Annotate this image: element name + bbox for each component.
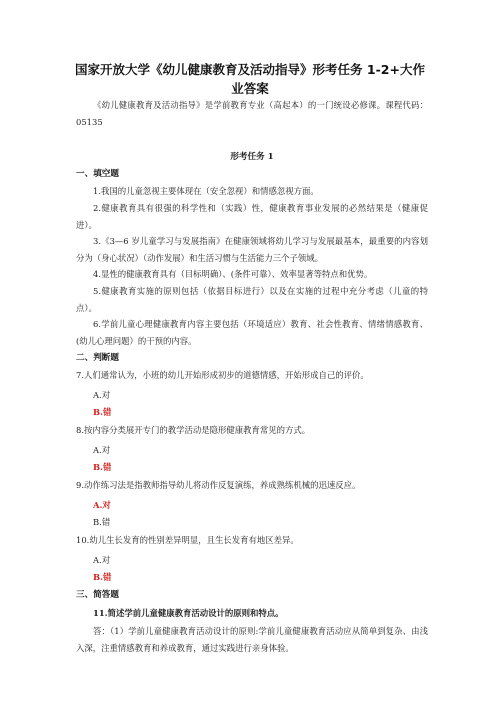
fill-blank-item-1: 1.我国的儿童忽视主要体现在（安全忽视）和情感忽视方面。 — [93, 186, 319, 196]
judgement-question-7: 7.人们通常认为，小班的幼儿开始形成初步的道德情感，开始形成自己的评价。 — [76, 370, 369, 380]
section-fill-blank-heading: 一、填空题 — [76, 169, 119, 179]
judgement-question-8: 8.按内容分类展开专门的教学活动是隐形健康教育常见的方式。 — [76, 425, 311, 435]
fill-blank-item-5: 5.健康教育实施的原则包括（依据目标进行）以及在实施的过程中充分考虑（儿童的特点）。 — [76, 286, 428, 313]
section-short-answer-heading: 三、简答题 — [76, 590, 119, 600]
short-answer-response: 答：（1）学前儿童健康教育活动设计的原则:学前儿童健康教育活动应从简单到复杂、由浅入深，注重情感教育和养成教育，通过实践进行亲身体验。 — [76, 626, 428, 653]
course-intro: 《幼儿健康教育及活动指导》是学前教育专业（高起本）的一门统设必修课。课程代码：05135 — [76, 100, 428, 127]
q8-option-a: A.对 — [93, 445, 111, 455]
judgement-question-9: 9.动作练习法是指教师指导幼儿将动作反复演练，养成熟练机械的迅速反应。 — [76, 480, 361, 490]
q9-option-a-answer: A.对 — [93, 500, 111, 510]
q7-option-a: A.对 — [93, 390, 111, 400]
fill-blank-item-4: 4.显性的健康教育具有（目标明确）、(条件可靠）、效率显著等特点和优势。 — [93, 269, 373, 279]
q10-option-a: A.对 — [93, 555, 111, 565]
fill-blank-item-6: 6.学前儿童心理健康教育内容主要包括（环境适应）教育、社会性教育、情绪情感教育、(幼儿心理问题）的干预的内容。 — [76, 319, 428, 346]
q9-option-b: B.错 — [93, 517, 111, 527]
section-judgement-heading: 二、判断题 — [76, 353, 119, 363]
judgement-question-10: 10.幼儿生长发育的性别差异明显，且生长发育有地区差异。 — [76, 535, 299, 545]
q7-option-b-answer: B.错 — [93, 407, 112, 417]
task-heading: 形考任务 1 — [230, 152, 274, 162]
q8-option-b-answer: B.错 — [93, 462, 112, 472]
document-title: 国家开放大学《幼儿健康教育及活动指导》形考任务 1-2+大作业答案 — [75, 62, 425, 96]
fill-blank-item-2: 2.健康教育具有很强的科学性和（实践）性，健康教育事业发展的必然结果是（健康促进）。 — [76, 203, 428, 230]
fill-blank-item-3: 3.《3—6 岁儿童学习与发展指南》在健康领域将幼儿学习与发展最基本，最重要的内容划分为（身心状况）（动作发展）和生活习惯与生活能力三个子领域。 — [76, 236, 428, 263]
q10-option-b-answer: B.错 — [93, 572, 112, 582]
short-answer-question-11: 11.简述学前儿童健康教育活动设计的原则和特点。 — [93, 608, 284, 618]
